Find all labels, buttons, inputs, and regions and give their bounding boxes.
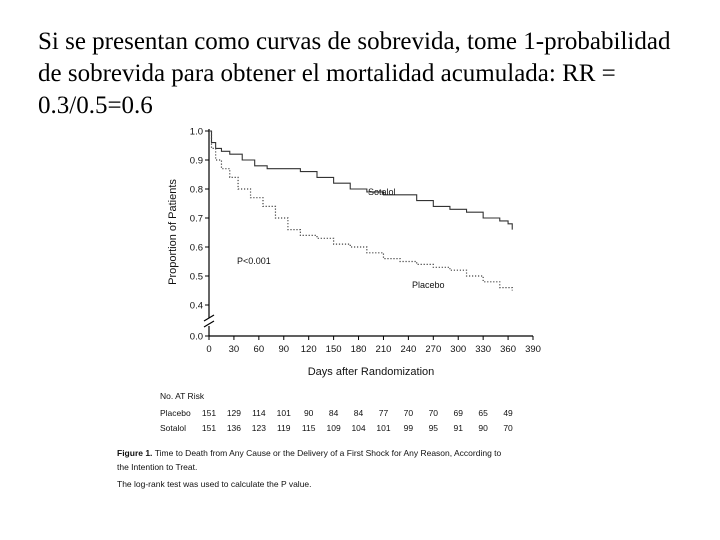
x-tick-label: 300 <box>450 344 467 355</box>
x-tick-label: 30 <box>228 344 240 355</box>
risk-value: 70 <box>503 423 513 433</box>
risk-value: 95 <box>428 423 439 433</box>
x-tick-label: 150 <box>325 344 342 355</box>
risk-value: 151 <box>201 423 217 433</box>
risk-value: 69 <box>453 408 463 418</box>
y-tick-label: 0.7 <box>189 213 203 225</box>
y-tick-label: 0.8 <box>189 184 203 196</box>
x-tick-label: 90 <box>278 344 290 355</box>
x-tick-label: 120 <box>300 344 317 355</box>
x-tick-label: 180 <box>350 344 367 355</box>
series-line-sotalol <box>209 131 512 230</box>
annotation-layer <box>237 187 445 290</box>
risk-row-label: Sotalol <box>160 423 186 433</box>
risk-value: 90 <box>478 423 488 433</box>
risk-value: 70 <box>428 408 439 418</box>
x-tick-label: 60 <box>253 344 265 355</box>
p-value-label: P<0.001 <box>237 256 271 266</box>
caption-text: Time to Death from Any Cause or the Delivery of a First Shock for Any Reason, According to <box>154 448 502 458</box>
risk-value: 65 <box>478 408 488 418</box>
y-tick-label: 1.0 <box>189 126 203 138</box>
risk-value: 136 <box>226 423 242 433</box>
series-label-placebo: Placebo <box>412 280 445 290</box>
risk-table-header: No. AT Risk <box>160 391 205 401</box>
slide-body-text: Si se presentan como curvas de sobrevida, tome 1-probabilidad de sobrevida para obtener el mortalidad acumulada: RR = 0.3/0.5=0.6 <box>38 28 671 119</box>
risk-table <box>160 391 513 433</box>
risk-value: 99 <box>403 423 414 433</box>
x-axis-title: Days after Randomization <box>307 366 435 378</box>
caption-figure-label: Figure 1. <box>117 448 155 458</box>
risk-value: 84 <box>328 408 339 418</box>
risk-value: 49 <box>503 408 513 418</box>
y-tick-label: 0.4 <box>189 300 203 312</box>
caption-line-1 <box>117 448 502 458</box>
risk-value: 84 <box>353 408 364 418</box>
risk-value: 101 <box>376 423 391 433</box>
risk-value: 151 <box>201 408 217 418</box>
x-tick-label: 0 <box>206 344 212 355</box>
risk-row-label: Placebo <box>160 408 191 418</box>
risk-value: 129 <box>226 408 242 418</box>
risk-value: 123 <box>251 423 266 433</box>
y-tick-label: 0.9 <box>189 155 203 167</box>
figure-caption <box>117 448 502 489</box>
series-layer <box>209 131 512 291</box>
y-axis-title: Proportion of Patients <box>167 179 179 285</box>
risk-value: 114 <box>252 408 266 418</box>
y-tick-label: 0.5 <box>189 271 203 283</box>
x-tick-label: 330 <box>475 344 492 355</box>
x-tick-label: 360 <box>500 344 517 355</box>
y-tick-label: 0.0 <box>189 331 203 343</box>
x-tick-label: 210 <box>375 344 392 355</box>
x-tick-label: 270 <box>425 344 442 355</box>
x-tick-label: 240 <box>400 344 417 355</box>
risk-value: 77 <box>378 408 389 418</box>
risk-value: 70 <box>403 408 414 418</box>
risk-value: 91 <box>453 423 463 433</box>
caption-line-3: The log-rank test was used to calculate the P value. <box>117 479 312 489</box>
x-tick-label: 390 <box>525 344 541 355</box>
risk-value: 109 <box>326 423 341 433</box>
chart-axes <box>167 127 541 379</box>
risk-value: 104 <box>351 423 366 433</box>
risk-value: 119 <box>276 423 291 433</box>
series-label-sotalol: Sotalol <box>368 187 396 197</box>
risk-value: 115 <box>301 423 316 433</box>
caption-line-2: the Intention to Treat. <box>117 462 198 472</box>
risk-value: 101 <box>276 408 291 418</box>
risk-value: 90 <box>303 408 314 418</box>
y-tick-label: 0.6 <box>189 242 203 254</box>
